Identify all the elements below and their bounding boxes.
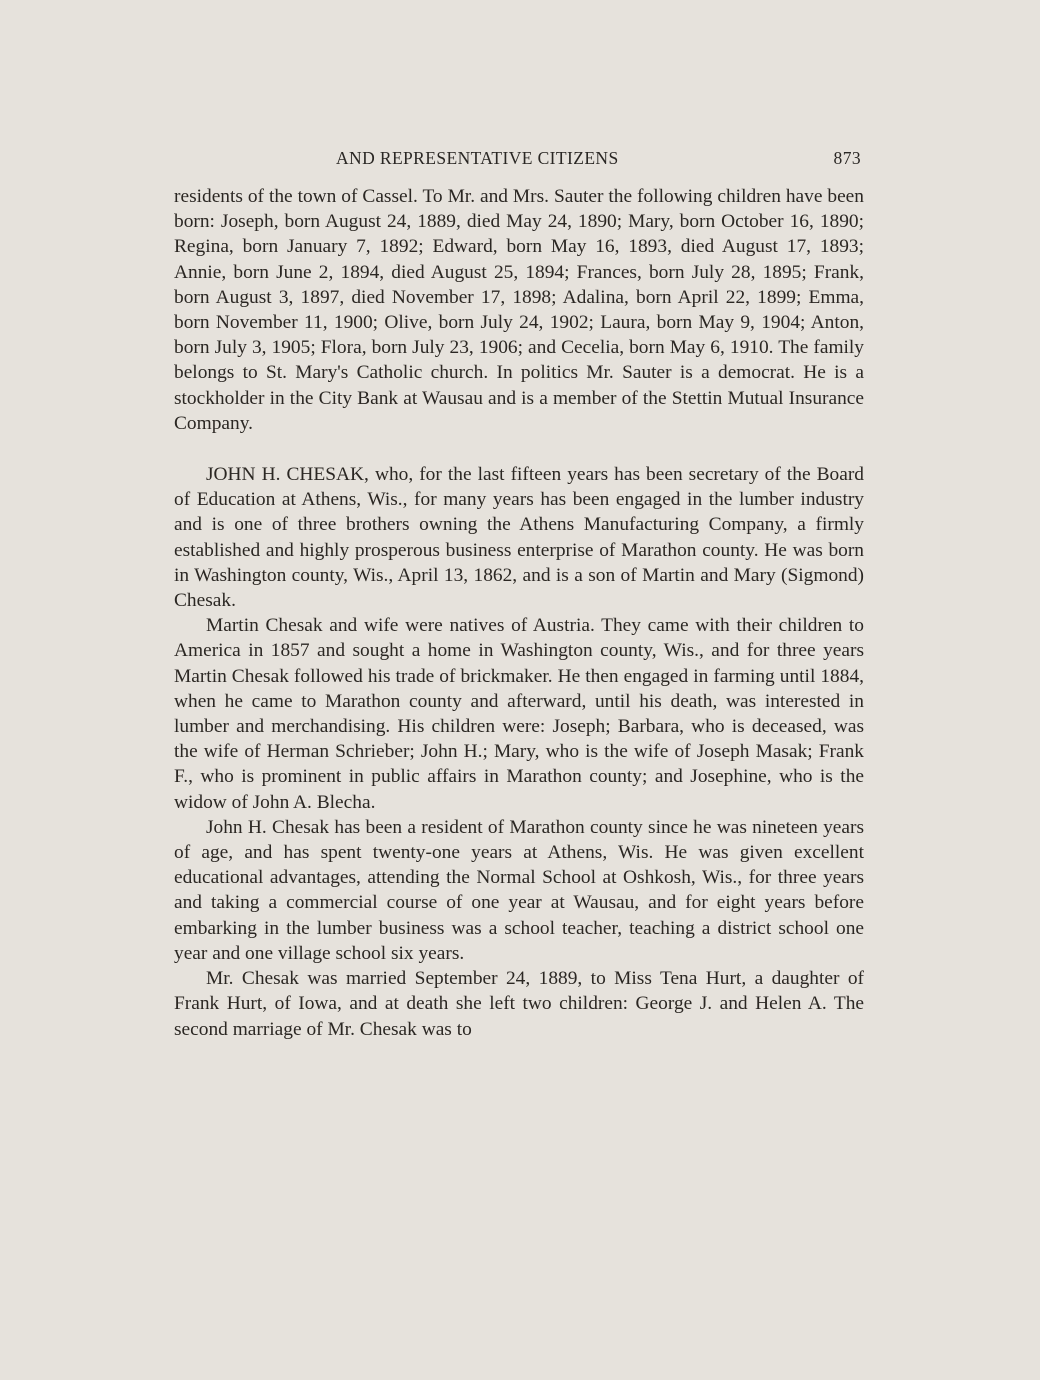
paragraph-sauter-children: residents of the town of Cassel. To Mr. and Mrs. Sauter the following children have been born: Joseph, born August 24, 1889, died May 24, 1890; Mary, born October 16, 1890; Regina, born January 7, 1892; Edward, born May 16, 1893, died August 17, 1893; Annie, born June 2, 1894, died August 25, 1894; Frances, born July 28, 1895; Frank, born August 3, 1897, died November 17, 1898; Adalina, born April 22, 1899; Emma, born November 11, 1900; Olive, born July 24, 1902; Laura, born May 9, 1904; Anton, born July 3, 1905; Flora, born July 23, 1906; and Cecelia, born May 6, 1910. The family belongs to St. Mary's Catholic church. In politics Mr. Sauter is a democrat. He is a stockholder in the City Bank at Wausau and is a member of the Stettin Mutual Insurance Company.: [174, 186, 864, 434]
body-text: [174, 184, 864, 1042]
running-head: AND REPRESENTATIVE CITIZENS: [336, 148, 619, 168]
paragraph-chesak-marriage: Mr. Chesak was married September 24, 1889, to Miss Tena Hurt, a daughter of Frank Hurt, of Iowa, and at death she left two children: George J. and Helen A. The second marriage of Mr. Chesak was to: [174, 968, 864, 1040]
paragraph-chesak-intro: JOHN H. CHESAK, who, for the last fifteen years has been secretary of the Board of Education at Athens, Wis., for many years has been engaged in the lumber industry and is one of three brothers owning the Athens Manufacturing Company, a firmly established and highly prosperous business enterprise of Marathon county. He was born in Washington county, Wis., April 13, 1862, and is a son of Martin and Mary (Sigmond) Chesak.: [174, 464, 864, 612]
page-number: 873: [833, 148, 861, 168]
paragraph-chesak-parents: Martin Chesak and wife were natives of Austria. They came with their children to America in 1857 and sought a home in Washington county, Wis., and for three years Martin Chesak followed his trade of brickmaker. He then engaged in farming until 1884, when he came to Marathon county and afterward, until his death, was interested in lumber and merchandising. His children were: Joseph; Barbara, who is deceased, was the wife of Herman Schrieber; John H.; Mary, who is the wife of Joseph Masak; Frank F., who is prominent in public affairs in Marathon county; and Josephine, who is the widow of John A. Blecha.: [174, 615, 864, 813]
paragraph-chesak-education: John H. Chesak has been a resident of Marathon county since he was nineteen years of age, and has spent twenty-one years at Athens, Wis. He was given excellent educational advantages, attending the Normal School at Oshkosh, Wis., for three years and taking a commercial course of one year at Wausau, and for eight years before embarking in the lumber business was a school teacher, teaching a district school one year and one village school six years.: [174, 816, 864, 964]
page-header: [174, 148, 864, 174]
